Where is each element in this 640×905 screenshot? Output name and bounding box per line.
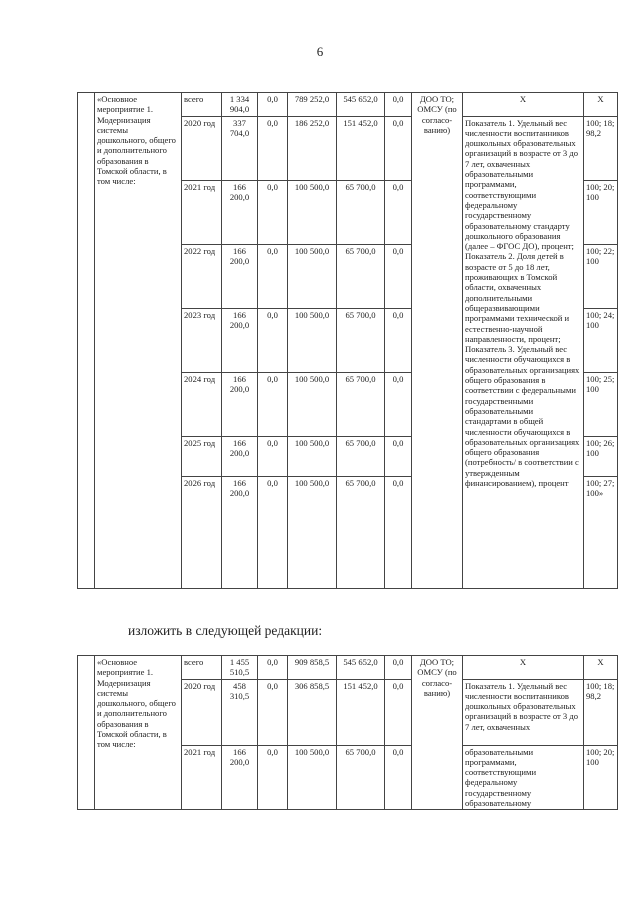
period-cell: 2022 год <box>182 244 222 308</box>
x-cell: Х <box>584 656 618 680</box>
other-cell: 0,0 <box>385 372 412 436</box>
period-cell: 2025 год <box>182 436 222 476</box>
period-cell: 2023 год <box>182 308 222 372</box>
federal-cell: 0,0 <box>258 244 288 308</box>
table-original <box>77 92 618 589</box>
regional-cell: 789 252,0 <box>288 93 337 117</box>
period-cell: всего <box>182 93 222 117</box>
federal-cell: 0,0 <box>258 476 288 588</box>
federal-cell: 0,0 <box>258 180 288 244</box>
federal-cell: 0,0 <box>258 745 288 810</box>
regional-cell: 100 500,0 <box>288 244 337 308</box>
local-cell: 65 700,0 <box>337 372 385 436</box>
period-cell: 2021 год <box>182 745 222 810</box>
table-new <box>77 655 618 810</box>
x-cell: Х <box>463 93 584 117</box>
other-cell: 0,0 <box>385 436 412 476</box>
responsible-cell: ДОО ТО; ОМСУ (по согласо-ванию) <box>412 93 463 589</box>
regional-cell: 306 858,5 <box>288 679 337 745</box>
indicators-cell: образовательными программами, соответствующими федеральному государственному образовательному <box>463 745 584 810</box>
values-cell: 100; 22; 100 <box>584 244 618 308</box>
local-cell: 151 452,0 <box>337 116 385 180</box>
other-cell: 0,0 <box>385 679 412 745</box>
indicators-cell: Показатель 1. Удельный вес численности воспитанников дошкольных образовательных организаций в возрасте от 3 до 7 лет, охваченных образовательными программами, соответствующими федеральному государственному образовательному стандарту дошкольного образования (далее – ФГОС ДО), процент; Показатель 2. Доля детей в возрасте от 5 до 18 лет, проживающих в Томской области, охваченных дополнительными общеразвивающими программами технической и естественно-научной направленности, процент; Показатель 3. Удельный вес численности обучающихся в образовательных организациях общего образования в соответствии с федеральными государственными образовательными стандартами в общей численности обучающихся в образовательных организациях общего образования (потребность/ в соответствии с утвержденным финансированием), процент <box>463 116 584 588</box>
period-cell: 2026 год <box>182 476 222 588</box>
blank-cell <box>78 93 95 589</box>
regional-cell: 100 500,0 <box>288 745 337 810</box>
local-cell: 65 700,0 <box>337 436 385 476</box>
regional-cell: 100 500,0 <box>288 436 337 476</box>
period-cell: 2020 год <box>182 116 222 180</box>
total-cell: 166 200,0 <box>222 745 258 810</box>
federal-cell: 0,0 <box>258 93 288 117</box>
local-cell: 65 700,0 <box>337 745 385 810</box>
other-cell: 0,0 <box>385 745 412 810</box>
other-cell: 0,0 <box>385 476 412 588</box>
regional-cell: 100 500,0 <box>288 308 337 372</box>
x-cell: Х <box>463 656 584 680</box>
federal-cell: 0,0 <box>258 656 288 680</box>
regional-cell: 100 500,0 <box>288 372 337 436</box>
values-cell: 100; 18; 98,2 <box>584 116 618 180</box>
total-cell: 166 200,0 <box>222 308 258 372</box>
period-cell: 2021 год <box>182 180 222 244</box>
table-row <box>78 93 618 117</box>
regional-cell: 100 500,0 <box>288 180 337 244</box>
federal-cell: 0,0 <box>258 116 288 180</box>
period-cell: всего <box>182 656 222 680</box>
values-cell: 100; 24; 100 <box>584 308 618 372</box>
values-cell: 100; 26; 100 <box>584 436 618 476</box>
values-cell: 100; 20; 100 <box>584 745 618 810</box>
x-cell: Х <box>584 93 618 117</box>
values-cell: 100; 27; 100» <box>584 476 618 588</box>
local-cell: 545 652,0 <box>337 93 385 117</box>
page-number: 6 <box>316 44 324 59</box>
values-cell: 100; 18; 98,2 <box>584 679 618 745</box>
local-cell: 65 700,0 <box>337 244 385 308</box>
period-cell: 2020 год <box>182 679 222 745</box>
other-cell: 0,0 <box>385 308 412 372</box>
total-cell: 337 704,0 <box>222 116 258 180</box>
period-cell: 2024 год <box>182 372 222 436</box>
total-cell: 166 200,0 <box>222 476 258 588</box>
other-cell: 0,0 <box>385 93 412 117</box>
regional-cell: 100 500,0 <box>288 476 337 588</box>
other-cell: 0,0 <box>385 180 412 244</box>
other-cell: 0,0 <box>385 244 412 308</box>
total-cell: 166 200,0 <box>222 436 258 476</box>
federal-cell: 0,0 <box>258 372 288 436</box>
federal-cell: 0,0 <box>258 436 288 476</box>
local-cell: 65 700,0 <box>337 308 385 372</box>
local-cell: 65 700,0 <box>337 180 385 244</box>
total-cell: 1 455 510,5 <box>222 656 258 680</box>
responsible-cell: ДОО ТО; ОМСУ (по согласо-ванию) <box>412 656 463 810</box>
local-cell: 151 452,0 <box>337 679 385 745</box>
total-cell: 1 334 904,0 <box>222 93 258 117</box>
table-row <box>78 656 618 680</box>
blank-cell <box>78 656 95 810</box>
total-cell: 166 200,0 <box>222 372 258 436</box>
total-cell: 458 310,5 <box>222 679 258 745</box>
regional-cell: 909 858,5 <box>288 656 337 680</box>
other-cell: 0,0 <box>385 656 412 680</box>
values-cell: 100; 25; 100 <box>584 372 618 436</box>
regional-cell: 186 252,0 <box>288 116 337 180</box>
local-cell: 545 652,0 <box>337 656 385 680</box>
local-cell: 65 700,0 <box>337 476 385 588</box>
federal-cell: 0,0 <box>258 308 288 372</box>
event-name-cell: «Основное мероприятие 1. Модернизация системы дошкольного, общего и дополнительного образования в Томской области, в том числе: <box>95 656 182 810</box>
federal-cell: 0,0 <box>258 679 288 745</box>
total-cell: 166 200,0 <box>222 244 258 308</box>
event-name-cell: «Основное мероприятие 1. Модернизация системы дошкольного, общего и дополнительного образования в Томской области, в том числе: <box>95 93 182 589</box>
other-cell: 0,0 <box>385 116 412 180</box>
instruction-text: изложить в следующей редакции: <box>128 623 323 638</box>
indicators-cell: Показатель 1. Удельный вес численности воспитанников дошкольных образовательных организаций в возрасте от 3 до 7 лет, охваченных <box>463 679 584 745</box>
total-cell: 166 200,0 <box>222 180 258 244</box>
values-cell: 100; 20; 100 <box>584 180 618 244</box>
